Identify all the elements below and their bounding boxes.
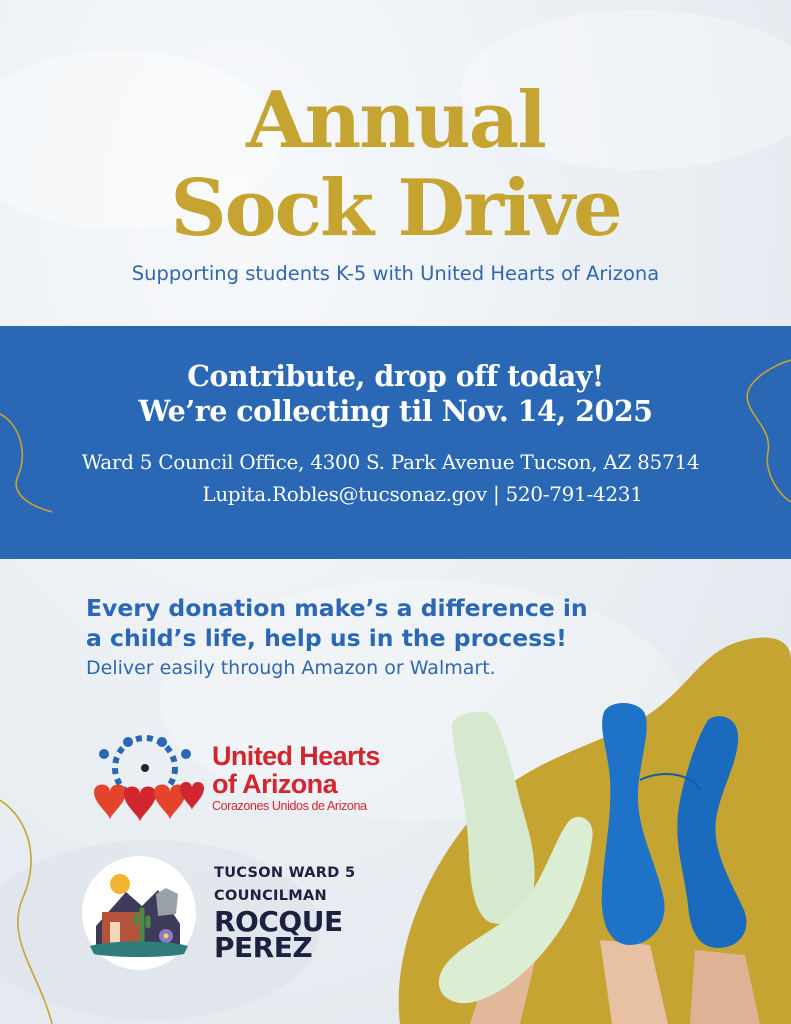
message-bold-2: a child’s life, help us in the process! bbox=[86, 624, 567, 652]
message-note: Deliver easily through Amazon or Walmart. bbox=[86, 657, 496, 679]
band-headline-2: We’re collecting til Nov. 14, 2025 bbox=[138, 394, 653, 428]
dropoff-address: Ward 5 Council Office, 4300 S. Park Avenue Tucson, AZ 85714 bbox=[81, 450, 700, 474]
message-bold-1: Every donation make’s a difference in bbox=[86, 594, 588, 622]
green-sock-1 bbox=[452, 712, 535, 924]
title-line-2: Sock Drive bbox=[170, 163, 621, 254]
united-hearts-logo bbox=[84, 732, 206, 827]
blue-sock-2 bbox=[677, 716, 746, 948]
partner-name-2: of Arizona bbox=[212, 769, 337, 799]
partner-name-1: United Hearts bbox=[212, 741, 380, 771]
council-name-first: ROCQUE bbox=[214, 905, 343, 938]
contact-info[interactable]: Lupita.Robles@tucsonaz.gov | 520-791-4231 bbox=[202, 482, 643, 506]
council-line-2: COUNCILMAN bbox=[214, 888, 327, 904]
council-name-last: PEREZ bbox=[214, 931, 313, 964]
subtitle: Supporting students K-5 with United Hearts of Arizona bbox=[131, 262, 660, 285]
title-line-1: Annual bbox=[246, 75, 545, 166]
blue-sock-1 bbox=[602, 703, 665, 945]
partner-tagline: Corazones Unidos de Arizona bbox=[212, 799, 367, 813]
leg-right-2 bbox=[690, 950, 760, 1024]
band-headline-1: Contribute, drop off today! bbox=[187, 359, 604, 393]
council-line-1: TUCSON WARD 5 bbox=[214, 865, 356, 881]
ward5-logo bbox=[80, 854, 198, 972]
leg-right-1 bbox=[600, 940, 668, 1024]
